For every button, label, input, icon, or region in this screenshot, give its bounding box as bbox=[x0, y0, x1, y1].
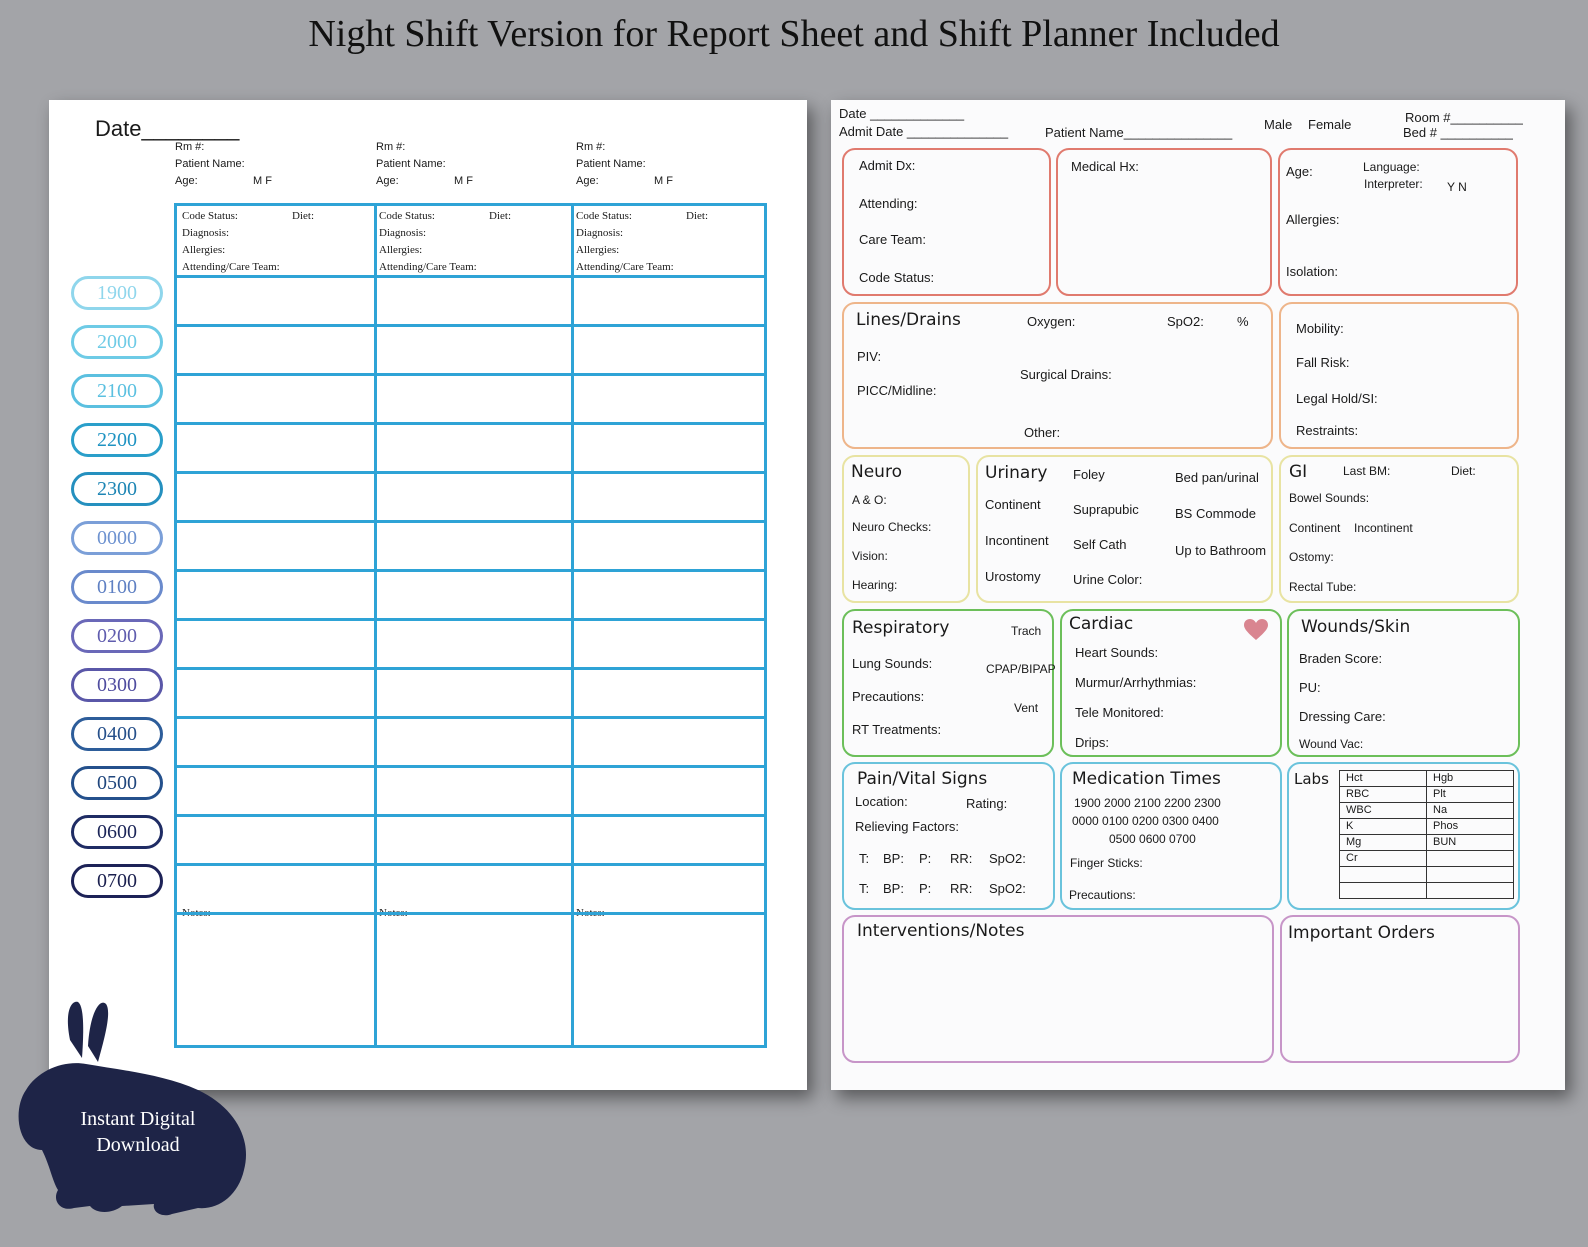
resp-precautions-label: Precautions: bbox=[852, 689, 925, 704]
vision-label: Vision: bbox=[852, 549, 888, 563]
labs-row bbox=[1340, 787, 1514, 803]
patient-header-1 bbox=[175, 140, 365, 191]
location-label: Location: bbox=[855, 794, 908, 809]
medical-hx-box[interactable] bbox=[1056, 148, 1272, 296]
patient-name-label: Patient Name: bbox=[175, 158, 245, 170]
labs-box[interactable] bbox=[1287, 762, 1520, 910]
admit-date-field[interactable]: Admit Date ______________ bbox=[839, 124, 1009, 139]
labs-row bbox=[1340, 883, 1514, 899]
grid-row-divider bbox=[177, 912, 764, 915]
time-slot-0700[interactable]: 0700 bbox=[71, 864, 163, 898]
isolation-label: Isolation: bbox=[1286, 264, 1339, 279]
date-field[interactable]: Date________ bbox=[95, 116, 240, 141]
male-option[interactable]: Male bbox=[1264, 117, 1293, 132]
rectal-tube-label: Rectal Tube: bbox=[1289, 580, 1357, 594]
trach-option[interactable]: Trach bbox=[1011, 624, 1042, 638]
bowel-sounds-label: Bowel Sounds: bbox=[1289, 491, 1370, 505]
labs-table bbox=[1339, 770, 1514, 899]
time-slot-0000[interactable]: 0000 bbox=[71, 521, 163, 555]
lab-cell[interactable] bbox=[1427, 867, 1514, 883]
percent-label: % bbox=[1237, 314, 1249, 329]
room-label: Rm #: bbox=[576, 141, 606, 153]
attending-label: Attending/Care Team: bbox=[182, 261, 280, 273]
pain-vitals-box[interactable] bbox=[842, 762, 1055, 910]
allergies-label: Allergies: bbox=[576, 244, 620, 256]
time-slot-0300[interactable]: 0300 bbox=[71, 668, 163, 702]
self-cath-option[interactable]: Self Cath bbox=[1073, 537, 1127, 552]
info-cell-1[interactable] bbox=[182, 208, 314, 276]
wounds-box[interactable] bbox=[1287, 609, 1520, 757]
lab-cell[interactable]: Phos bbox=[1427, 819, 1514, 835]
bp-label: BP: bbox=[883, 881, 904, 896]
age-label: Age: bbox=[376, 175, 399, 187]
med-times-row-2: 0000 0100 0200 0300 0400 bbox=[1072, 814, 1219, 828]
mobility-label: Mobility: bbox=[1296, 321, 1344, 336]
urinary-title: Urinary bbox=[985, 463, 1048, 483]
patient-name-field[interactable]: Patient Name_______________ bbox=[1045, 125, 1233, 140]
diagnosis-label: Diagnosis: bbox=[379, 227, 427, 239]
spo2-label: SpO2: bbox=[989, 881, 1026, 896]
respiratory-title: Respiratory bbox=[852, 618, 950, 638]
med-times-row-1: 1900 2000 2100 2200 2300 bbox=[1074, 796, 1221, 810]
allergies-label: Allergies: bbox=[182, 244, 226, 256]
age-label: Age: bbox=[1286, 164, 1313, 179]
pulse-label: P: bbox=[919, 851, 932, 866]
care-team-label: Care Team: bbox=[859, 232, 926, 247]
bedpan-option[interactable]: Bed pan/urinal bbox=[1175, 470, 1259, 485]
urine-color-label: Urine Color: bbox=[1073, 572, 1143, 587]
grid-row-divider bbox=[177, 324, 764, 327]
cardiac-box[interactable] bbox=[1060, 609, 1282, 757]
code-status-label: Code Status: bbox=[576, 210, 632, 222]
time-slot-0500[interactable]: 0500 bbox=[71, 766, 163, 800]
time-slot-1900[interactable]: 1900 bbox=[71, 276, 163, 310]
respiratory-box[interactable] bbox=[842, 609, 1054, 757]
lab-cell[interactable]: Mg bbox=[1340, 835, 1427, 851]
bp-label: BP: bbox=[883, 851, 904, 866]
lines-drains-box[interactable] bbox=[842, 302, 1273, 449]
lab-cell[interactable]: WBC bbox=[1340, 803, 1427, 819]
gi-continent-option[interactable]: Continent bbox=[1289, 521, 1341, 535]
time-slot-2100[interactable]: 2100 bbox=[71, 374, 163, 408]
attending-label: Attending: bbox=[859, 196, 918, 211]
legal-hold-label: Legal Hold/SI: bbox=[1296, 391, 1378, 406]
lab-cell[interactable] bbox=[1427, 851, 1514, 867]
labs-row bbox=[1340, 819, 1514, 835]
demographics-box[interactable] bbox=[1278, 148, 1518, 296]
diagnosis-label: Diagnosis: bbox=[182, 227, 230, 239]
hourly-grid bbox=[174, 203, 767, 1048]
medication-times-box[interactable] bbox=[1060, 762, 1282, 910]
notes-label-2: Notes: bbox=[379, 907, 408, 919]
age-label: Age: bbox=[576, 175, 599, 187]
up-to-bathroom-option[interactable]: Up to Bathroom bbox=[1175, 543, 1267, 558]
urinary-box[interactable] bbox=[976, 455, 1273, 603]
spo2-label: SpO2: bbox=[989, 851, 1026, 866]
allergies-label: Allergies: bbox=[379, 244, 423, 256]
lab-cell[interactable]: K bbox=[1340, 819, 1427, 835]
cpap-option[interactable]: CPAP/BIPAP bbox=[986, 662, 1056, 676]
hearing-label: Hearing: bbox=[852, 578, 898, 592]
bed-field[interactable]: Bed # __________ bbox=[1403, 125, 1513, 140]
admit-dx-label: Admit Dx: bbox=[859, 158, 916, 173]
lab-cell[interactable] bbox=[1427, 883, 1514, 899]
grid-row-divider bbox=[177, 373, 764, 376]
gi-diet-label: Diet: bbox=[1451, 464, 1476, 478]
time-slot-2200[interactable]: 2200 bbox=[71, 423, 163, 457]
spo2-label: SpO2: bbox=[1167, 314, 1204, 329]
medication-times-title: Medication Times bbox=[1072, 769, 1221, 789]
info-cell-2[interactable] bbox=[379, 208, 511, 276]
labs-row bbox=[1340, 771, 1514, 787]
lab-cell[interactable]: Cr bbox=[1340, 851, 1427, 867]
grid-row-divider bbox=[177, 569, 764, 572]
gi-box[interactable] bbox=[1279, 455, 1519, 603]
grid-row-divider bbox=[177, 422, 764, 425]
med-times-row-3: 0500 0600 0700 bbox=[1109, 832, 1196, 846]
lab-cell[interactable] bbox=[1340, 867, 1427, 883]
gi-title: GI bbox=[1289, 462, 1308, 482]
grid-divider bbox=[571, 206, 574, 1045]
interventions-title: Interventions/Notes bbox=[857, 921, 1025, 941]
pulse-label: P: bbox=[919, 881, 932, 896]
last-bm-label: Last BM: bbox=[1343, 464, 1391, 478]
grid-row-divider bbox=[177, 863, 764, 866]
time-slot-0200[interactable]: 0200 bbox=[71, 619, 163, 653]
diet-label: Diet: bbox=[292, 210, 314, 222]
neuro-checks-label: Neuro Checks: bbox=[852, 520, 932, 534]
continent-option[interactable]: Continent bbox=[985, 497, 1041, 512]
heart-icon bbox=[1244, 619, 1268, 641]
piv-label: PIV: bbox=[857, 349, 882, 364]
finger-sticks-label: Finger Sticks: bbox=[1070, 856, 1143, 870]
labs-row bbox=[1340, 803, 1514, 819]
rr-label: RR: bbox=[950, 881, 973, 896]
code-status-label: Code Status: bbox=[182, 210, 238, 222]
foley-option[interactable]: Foley bbox=[1073, 467, 1105, 482]
time-slot-0100[interactable]: 0100 bbox=[71, 570, 163, 604]
female-option[interactable]: Female bbox=[1308, 117, 1352, 132]
rt-treatments-label: RT Treatments: bbox=[852, 722, 942, 737]
attending-label: Attending/Care Team: bbox=[576, 261, 674, 273]
grid-divider bbox=[374, 206, 377, 1045]
lab-cell[interactable]: BUN bbox=[1427, 835, 1514, 851]
notes-label-3: Notes: bbox=[576, 907, 605, 919]
shift-planner-sheet bbox=[49, 100, 807, 1090]
interventions-box[interactable] bbox=[842, 915, 1274, 1063]
braden-score-label: Braden Score: bbox=[1299, 651, 1383, 666]
lab-cell[interactable] bbox=[1340, 883, 1427, 899]
admit-box[interactable] bbox=[842, 148, 1051, 296]
patient-name-label: Patient Name: bbox=[376, 158, 446, 170]
room-label: Rm #: bbox=[175, 141, 205, 153]
temp-label: T: bbox=[859, 851, 870, 866]
labs-row bbox=[1340, 851, 1514, 867]
labs-title: Labs bbox=[1294, 770, 1329, 788]
ostomy-label: Ostomy: bbox=[1289, 550, 1334, 564]
time-slot-2000[interactable]: 2000 bbox=[71, 325, 163, 359]
grid-row-divider bbox=[177, 520, 764, 523]
age-label: Age: bbox=[175, 175, 198, 187]
grid-row-divider bbox=[177, 618, 764, 621]
lines-drains-title: Lines/Drains bbox=[856, 310, 961, 330]
grid-row-divider bbox=[177, 765, 764, 768]
diagnosis-label: Diagnosis: bbox=[576, 227, 624, 239]
date-field[interactable]: Date _____________ bbox=[839, 106, 965, 121]
notes-label-1: Notes: bbox=[182, 907, 211, 919]
grid-row-divider bbox=[177, 814, 764, 817]
grid-row-divider bbox=[177, 667, 764, 670]
time-slot-0400[interactable]: 0400 bbox=[71, 717, 163, 751]
lab-cell[interactable]: Plt bbox=[1427, 787, 1514, 803]
patient-name-label: Patient Name: bbox=[576, 158, 646, 170]
suprapubic-option[interactable]: Suprapubic bbox=[1073, 502, 1139, 517]
grid-row-divider bbox=[177, 471, 764, 474]
badge-line-1: Instant Digital bbox=[80, 1108, 196, 1130]
sex-options[interactable]: M F bbox=[253, 175, 272, 187]
code-status-label: Code Status: bbox=[379, 210, 435, 222]
allergies-label: Allergies: bbox=[1286, 212, 1340, 227]
gi-incontinent-option[interactable]: Incontinent bbox=[1354, 521, 1413, 535]
neuro-title: Neuro bbox=[851, 462, 902, 482]
important-orders-title: Important Orders bbox=[1288, 923, 1435, 943]
diet-label: Diet: bbox=[686, 210, 708, 222]
lab-cell[interactable]: Hgb bbox=[1427, 771, 1514, 787]
picc-label: PICC/Midline: bbox=[857, 383, 937, 398]
neuro-box[interactable] bbox=[842, 455, 970, 603]
other-label: Other: bbox=[1024, 425, 1061, 440]
banner-title: Night Shift Version for Report Sheet and Shift Planner Included bbox=[308, 13, 1280, 55]
interpreter-label: Interpreter: bbox=[1364, 177, 1423, 191]
patient-header-2 bbox=[376, 140, 566, 191]
medical-hx-label: Medical Hx: bbox=[1071, 159, 1139, 174]
ao-label: A & O: bbox=[852, 493, 887, 507]
room-label: Rm #: bbox=[376, 141, 406, 153]
sex-options[interactable]: M F bbox=[654, 175, 673, 187]
patient-header-3 bbox=[576, 140, 766, 191]
important-orders-box[interactable] bbox=[1280, 915, 1520, 1063]
cardiac-title: Cardiac bbox=[1069, 614, 1134, 634]
oxygen-label: Oxygen: bbox=[1027, 314, 1076, 329]
grid-row-divider bbox=[177, 716, 764, 719]
drips-label: Drips: bbox=[1075, 735, 1109, 750]
grid-row-divider bbox=[177, 275, 764, 278]
wounds-title: Wounds/Skin bbox=[1301, 617, 1411, 637]
badge-line-2: Download bbox=[96, 1134, 180, 1156]
labs-row bbox=[1340, 867, 1514, 883]
dressing-care-label: Dressing Care: bbox=[1299, 709, 1386, 724]
relieving-factors-label: Relieving Factors: bbox=[855, 819, 960, 834]
heart-sounds-label: Heart Sounds: bbox=[1075, 645, 1159, 660]
restraints-label: Restraints: bbox=[1296, 423, 1359, 438]
report-sheet bbox=[831, 100, 1565, 1090]
room-field[interactable]: Room #__________ bbox=[1405, 110, 1523, 125]
temp-label: T: bbox=[859, 881, 870, 896]
lab-cell[interactable]: Hct bbox=[1340, 771, 1427, 787]
incontinent-option[interactable]: Incontinent bbox=[985, 533, 1049, 548]
attending-label: Attending/Care Team: bbox=[379, 261, 477, 273]
diet-label: Diet: bbox=[489, 210, 511, 222]
lab-cell[interactable]: RBC bbox=[1340, 787, 1427, 803]
surgical-drains-label: Surgical Drains: bbox=[1020, 367, 1112, 382]
lab-cell[interactable]: Na bbox=[1427, 803, 1514, 819]
labs-row bbox=[1340, 835, 1514, 851]
pain-vitals-title: Pain/Vital Signs bbox=[857, 769, 988, 789]
commode-option[interactable]: BS Commode bbox=[1175, 506, 1256, 521]
time-slot-0600[interactable]: 0600 bbox=[71, 815, 163, 849]
wound-vac-label: Wound Vac: bbox=[1299, 737, 1364, 751]
pu-label: PU: bbox=[1299, 680, 1321, 695]
sex-options[interactable]: M F bbox=[454, 175, 473, 187]
time-slot-2300[interactable]: 2300 bbox=[71, 472, 163, 506]
lung-sounds-label: Lung Sounds: bbox=[852, 656, 933, 671]
murmur-label: Murmur/Arrhythmias: bbox=[1075, 675, 1197, 690]
med-precautions-label: Precautions: bbox=[1069, 888, 1136, 902]
interpreter-yn-options[interactable]: Y N bbox=[1447, 180, 1467, 194]
rating-label: Rating: bbox=[966, 796, 1008, 811]
fall-risk-label: Fall Risk: bbox=[1296, 355, 1350, 370]
info-cell-3[interactable] bbox=[576, 208, 708, 276]
urostomy-option[interactable]: Urostomy bbox=[985, 569, 1041, 584]
rr-label: RR: bbox=[950, 851, 973, 866]
mobility-box[interactable] bbox=[1279, 302, 1519, 449]
vent-option[interactable]: Vent bbox=[1014, 701, 1039, 715]
language-label: Language: bbox=[1363, 160, 1420, 174]
tele-monitored-label: Tele Monitored: bbox=[1075, 705, 1164, 720]
digital-download-badge bbox=[40, 1106, 236, 1158]
code-status-label: Code Status: bbox=[859, 270, 935, 285]
